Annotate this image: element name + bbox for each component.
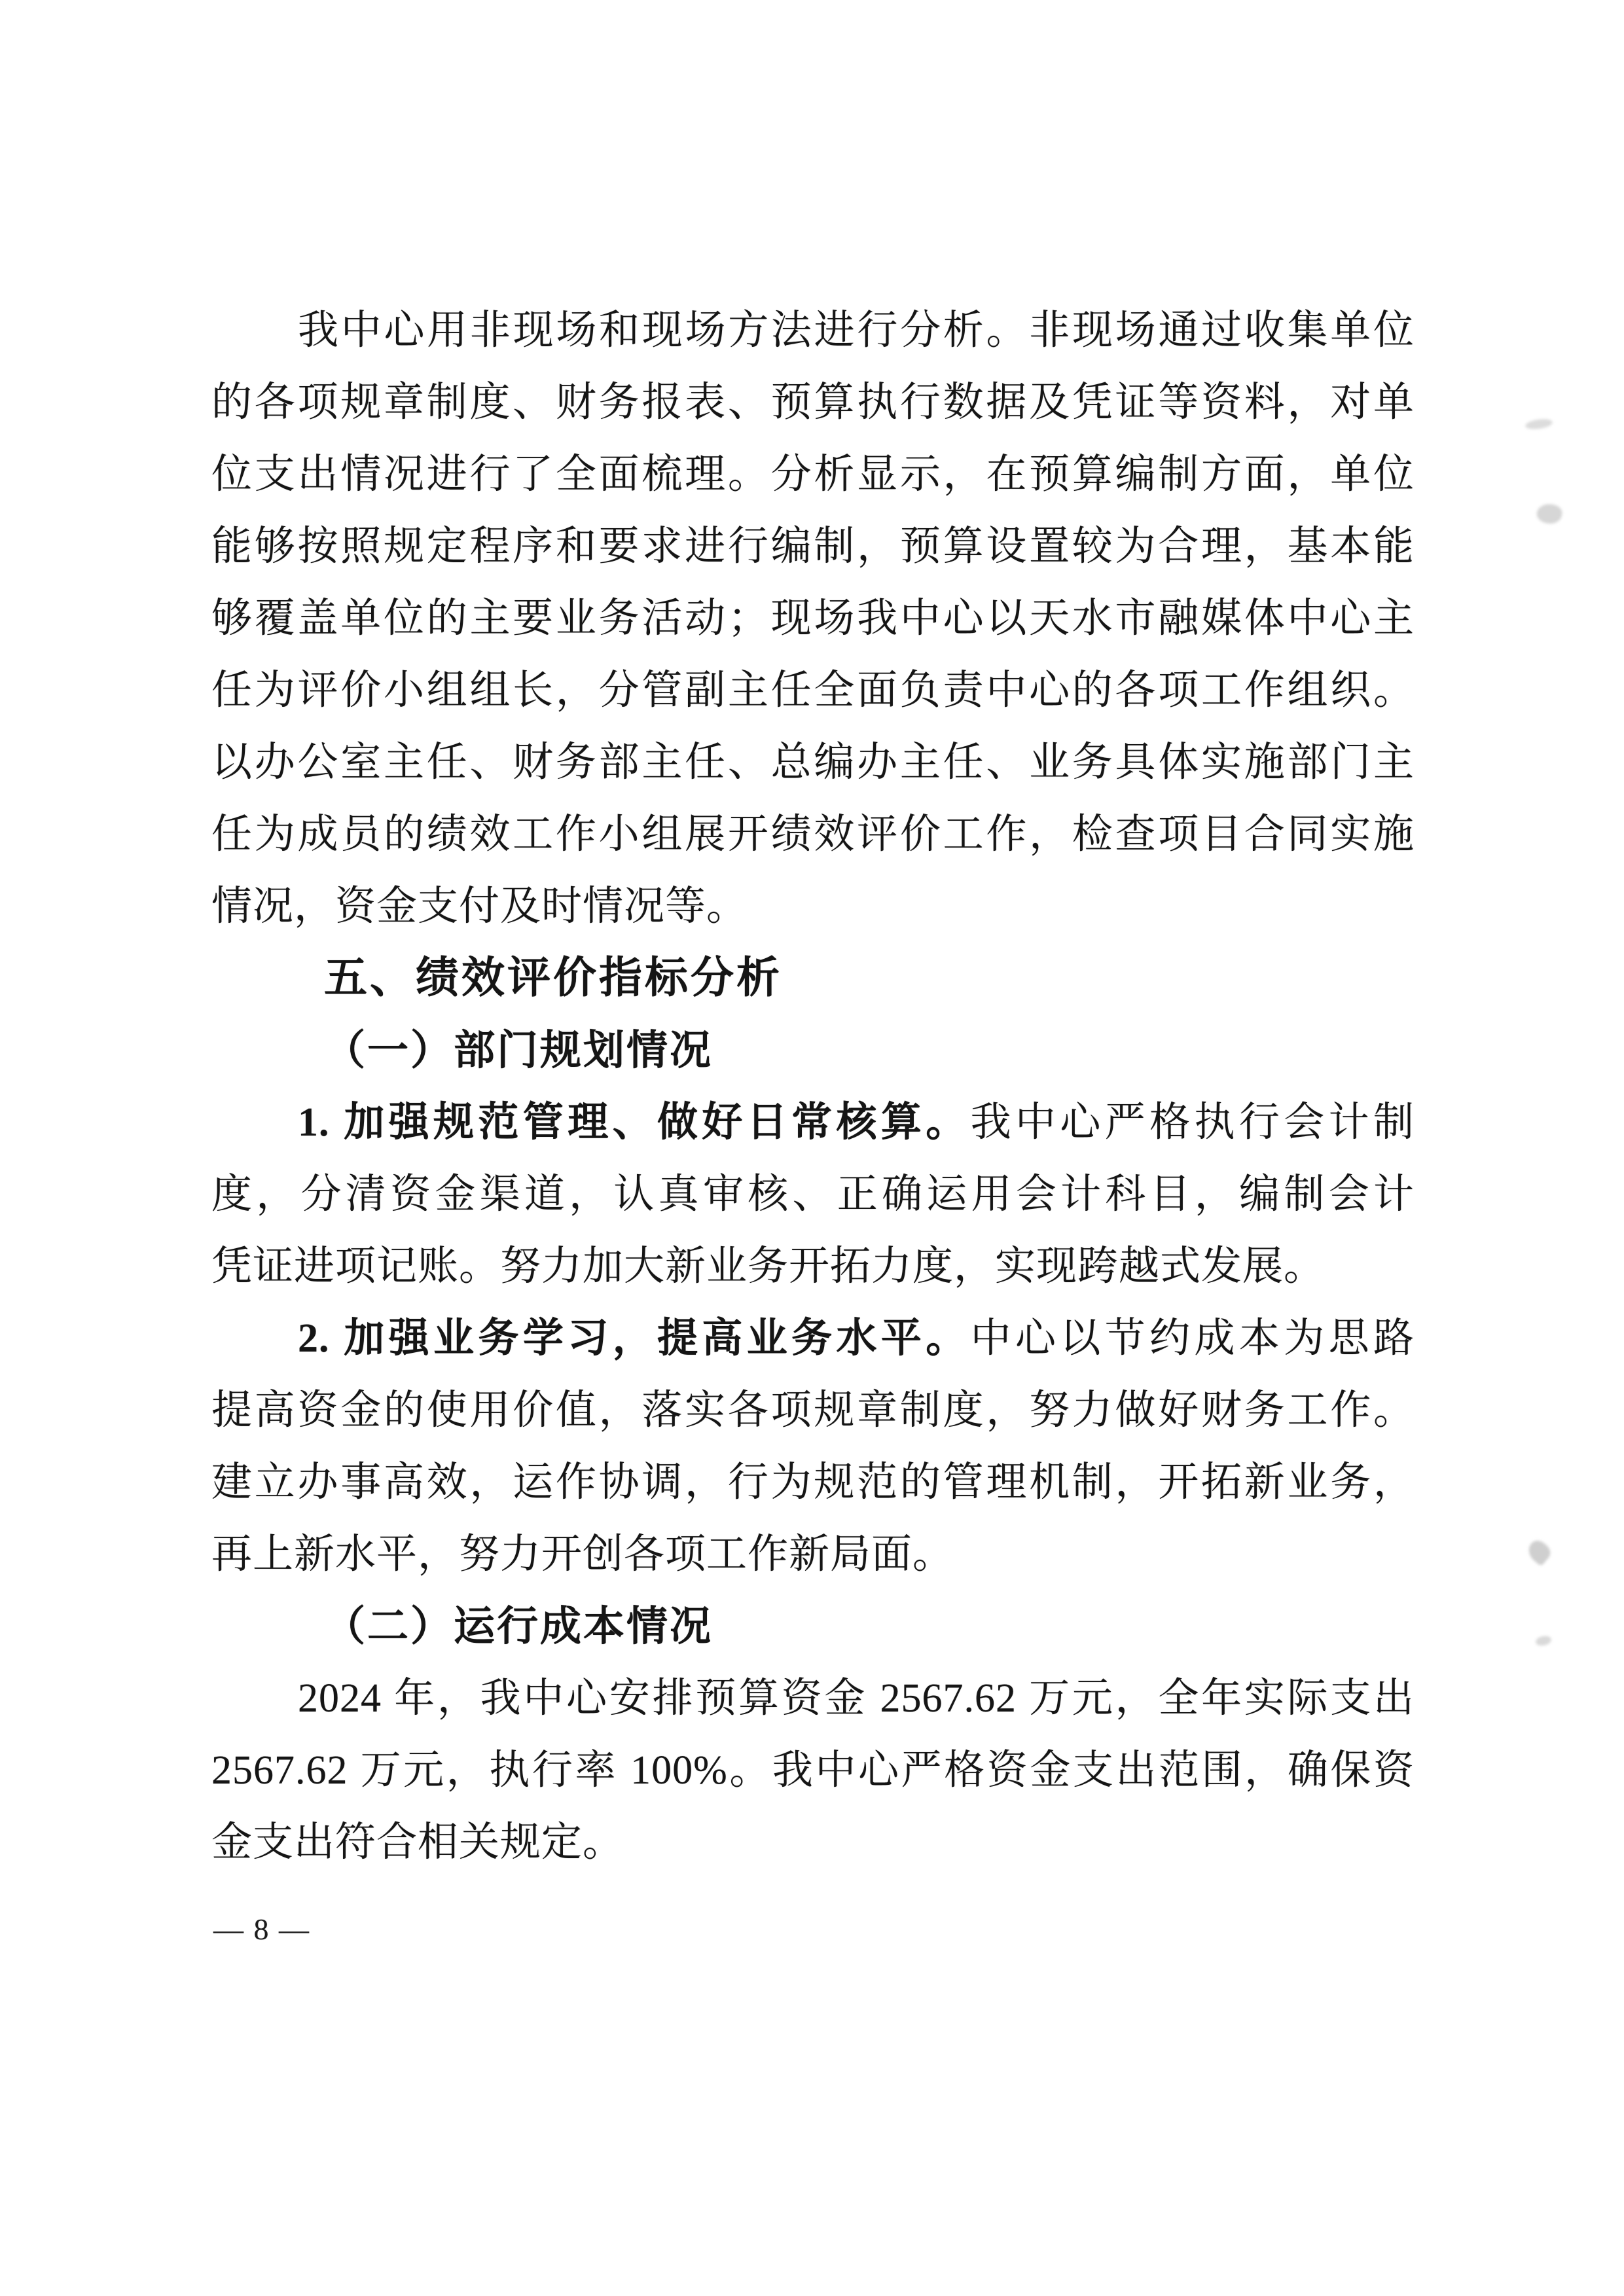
scan-artifact [1524,1537,1553,1567]
document-body [211,295,1415,1878]
text-line: 位支出情况进行了全面梳理。分析显示，在预算编制方面，单位 [211,452,1415,497]
section-heading: 五、绩效评价指标分析 [324,954,782,1002]
text-line: 1. 加强规范管理、做好日常核算。我中心严格执行会计制 [298,1100,1415,1145]
text-line: 任为成员的绩效工作小组展开绩效评价工作，检查项目合同实施 [211,812,1415,857]
text-line: 度，分清资金渠道，认真审核、正确运用会计科目，编制会计 [211,1172,1415,1217]
text-line: 能够按照规定程序和要求进行编制，预算设置较为合理，基本能 [211,524,1415,569]
text-line: 够覆盖单位的主要业务活动；现场我中心以天水市融媒体中心主 [211,596,1415,641]
scan-artifact [1535,1635,1552,1647]
scan-artifact [1535,501,1564,526]
text-line: 情况，资金支付及时情况等。 [211,884,748,929]
text-line: 金支出符合相关规定。 [211,1820,624,1865]
text-line: 以办公室主任、财务部主任、总编办主任、业务具体实施部门主 [211,740,1415,785]
text-line: 2567.62 万元，执行率 100%。我中心严格资金支出范围，确保资 [211,1748,1415,1793]
page-number: — 8 — [213,1912,310,1946]
scan-artifact [1525,418,1553,431]
text-line: 任为评价小组组长，分管副主任全面负责中心的各项工作组织。 [211,668,1415,713]
subsection-heading: （二）运行成本情况 [324,1604,713,1649]
text-line: 2. 加强业务学习，提高业务水平。中心以节约成本为思路 [298,1316,1415,1361]
text-line: 2024 年，我中心安排预算资金 2567.62 万元，全年实际支出 [298,1676,1415,1721]
text-line: 提高资金的使用价值，落实各项规章制度，努力做好财务工作。 [211,1388,1415,1433]
subsection-heading: （一）部门规划情况 [324,1028,713,1073]
text-line: 建立办事高效，运作协调，行为规范的管理机制，开拓新业务， [211,1460,1415,1505]
text-line: 的各项规章制度、财务报表、预算执行数据及凭证等资料，对单 [211,380,1415,425]
text-line: 凭证进项记账。努力加大新业务开拓力度，实现跨越式发展。 [211,1244,1326,1289]
text-line: 再上新水平，努力开创各项工作新局面。 [211,1532,954,1577]
text-line: 我中心用非现场和现场方法进行分析。非现场通过收集单位 [298,308,1415,353]
